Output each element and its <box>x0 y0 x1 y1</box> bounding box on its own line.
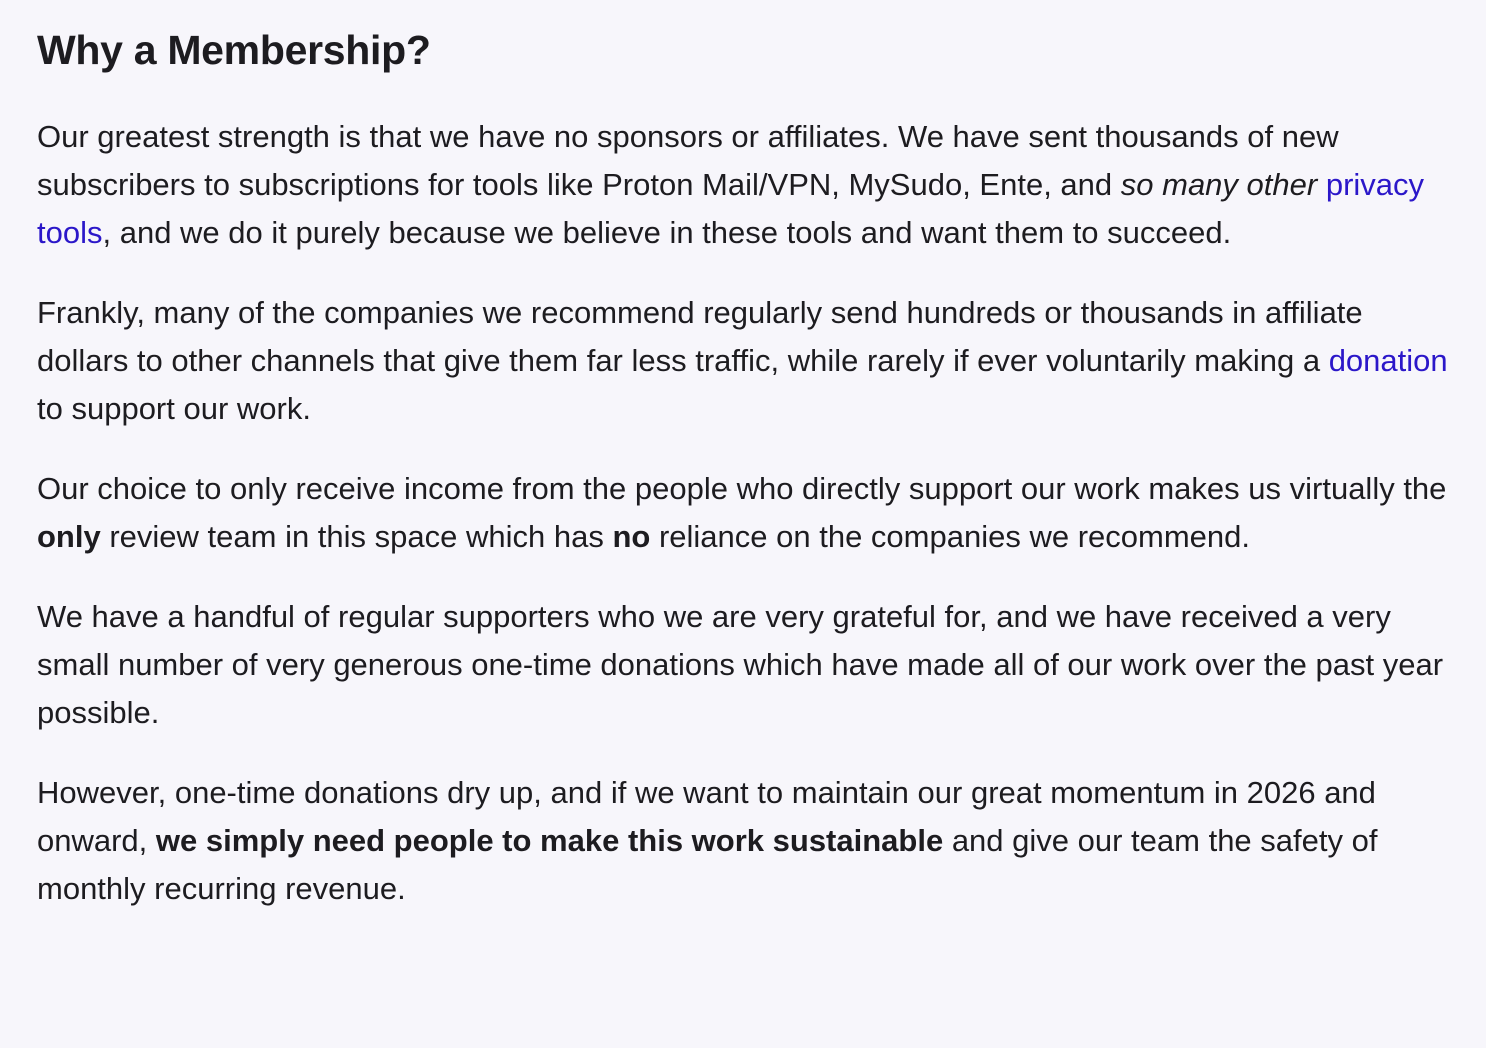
paragraph-income-choice <box>37 465 1449 561</box>
bold-text: we simply need people to make this work sustainable <box>155 823 944 858</box>
paragraph-supporters: We have a handful of regular supporters who we are very grateful for, and we have received a very small number of very generous one-time donations which have made all of our work over the past year possible. <box>37 599 1444 730</box>
emphasis-text: so many other <box>1120 167 1318 202</box>
paragraph-text: Our choice to only receive income from the people who directly support our work makes us virtually the <box>37 471 1447 506</box>
paragraph-text: to support our work. <box>37 391 311 426</box>
bold-text: no <box>612 519 651 554</box>
donation-link[interactable]: donation <box>1328 343 1448 378</box>
article-section <box>37 0 1449 913</box>
privacy-tools-link[interactable]: privacy tools <box>37 167 1425 250</box>
paragraph-no-sponsors <box>37 113 1449 257</box>
paragraph-text: Our greatest strength is that we have no sponsors or affiliates. We have sent thousands of new subscribers to subscriptions for tools like Proton Mail/VPN, MySudo, Ente, and <box>37 119 1339 202</box>
paragraph-text: and give our team the safety of monthly recurring revenue. <box>37 823 1378 906</box>
paragraph-text: Frankly, many of the companies we recommend regularly send hundreds or thousands in affiliate dollars to other channels that give them far less traffic, while rarely if ever voluntarily making a <box>37 295 1363 378</box>
section-heading: Why a Membership? <box>37 27 431 73</box>
paragraph-text: reliance on the companies we recommend. <box>650 519 1250 554</box>
paragraph-text: , and we do it purely because we believe in these tools and want them to succeed. <box>102 215 1232 250</box>
bold-text: only <box>37 519 101 554</box>
paragraph-sustainability <box>37 769 1449 913</box>
paragraph-text: review team in this space which has <box>100 519 613 554</box>
paragraph-affiliate-dollars <box>37 289 1449 433</box>
paragraph-text: However, one-time donations dry up, and if we want to maintain our great momentum in 2026 and onward, <box>37 775 1376 858</box>
